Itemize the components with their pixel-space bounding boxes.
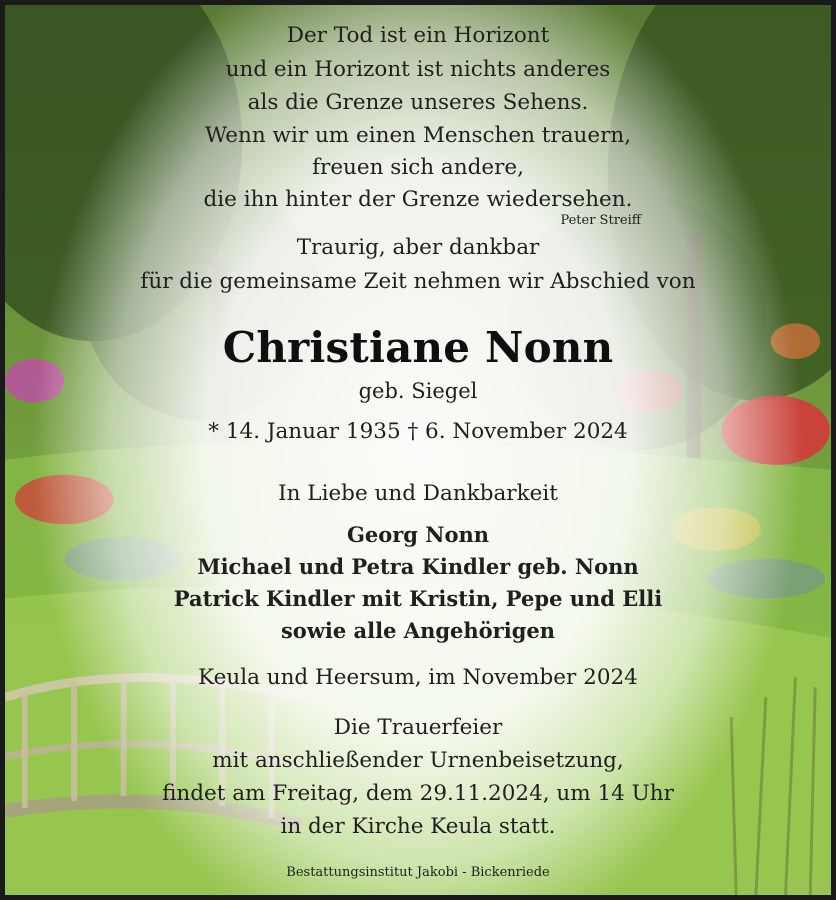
mourner-name: Patrick Kindler mit Kristin, Pepe und Elli: [173, 586, 663, 611]
poem-line: Der Tod ist ein Horizont: [286, 23, 550, 48]
poem-line: als die Grenze unseres Sehens.: [247, 90, 589, 115]
service-line: mit anschließender Urnenbeisetzung,: [212, 748, 624, 773]
mourner-name: Michael und Petra Kindler geb. Nonn: [197, 554, 639, 579]
funeral-home-credit: Bestattungsinstitut Jakobi - Bickenriede: [286, 865, 550, 880]
poem-line: und ein Horizont ist nichts anderes: [225, 57, 611, 82]
poem-line: freuen sich andere,: [312, 155, 524, 180]
service-line: Die Trauerfeier: [333, 715, 503, 740]
notice-text: [5, 5, 831, 895]
poem-author: Peter Streiff: [560, 213, 641, 228]
intro-line: Traurig, aber dankbar: [296, 235, 540, 260]
poem-line: die ihn hinter der Grenze wiedersehen.: [203, 187, 633, 212]
life-dates: * 14. Januar 1935 † 6. November 2024: [208, 419, 628, 444]
service-line: findet am Freitag, dem 29.11.2024, um 14 Uhr: [162, 781, 674, 806]
maiden-name: geb. Siegel: [358, 379, 478, 403]
poem-line: Wenn wir um einen Menschen trauern,: [204, 123, 632, 148]
service-line: in der Kirche Keula statt.: [280, 814, 556, 839]
intro-line: für die gemeinsame Zeit nehmen wir Abschied von: [140, 269, 696, 294]
mourners-heading: In Liebe und Dankbarkeit: [278, 481, 558, 506]
mourner-name: Georg Nonn: [346, 522, 490, 547]
mourner-name: sowie alle Angehörigen: [280, 618, 556, 643]
deceased-name: Christiane Nonn: [222, 323, 614, 372]
place-date: Keula und Heersum, im November 2024: [198, 665, 638, 690]
